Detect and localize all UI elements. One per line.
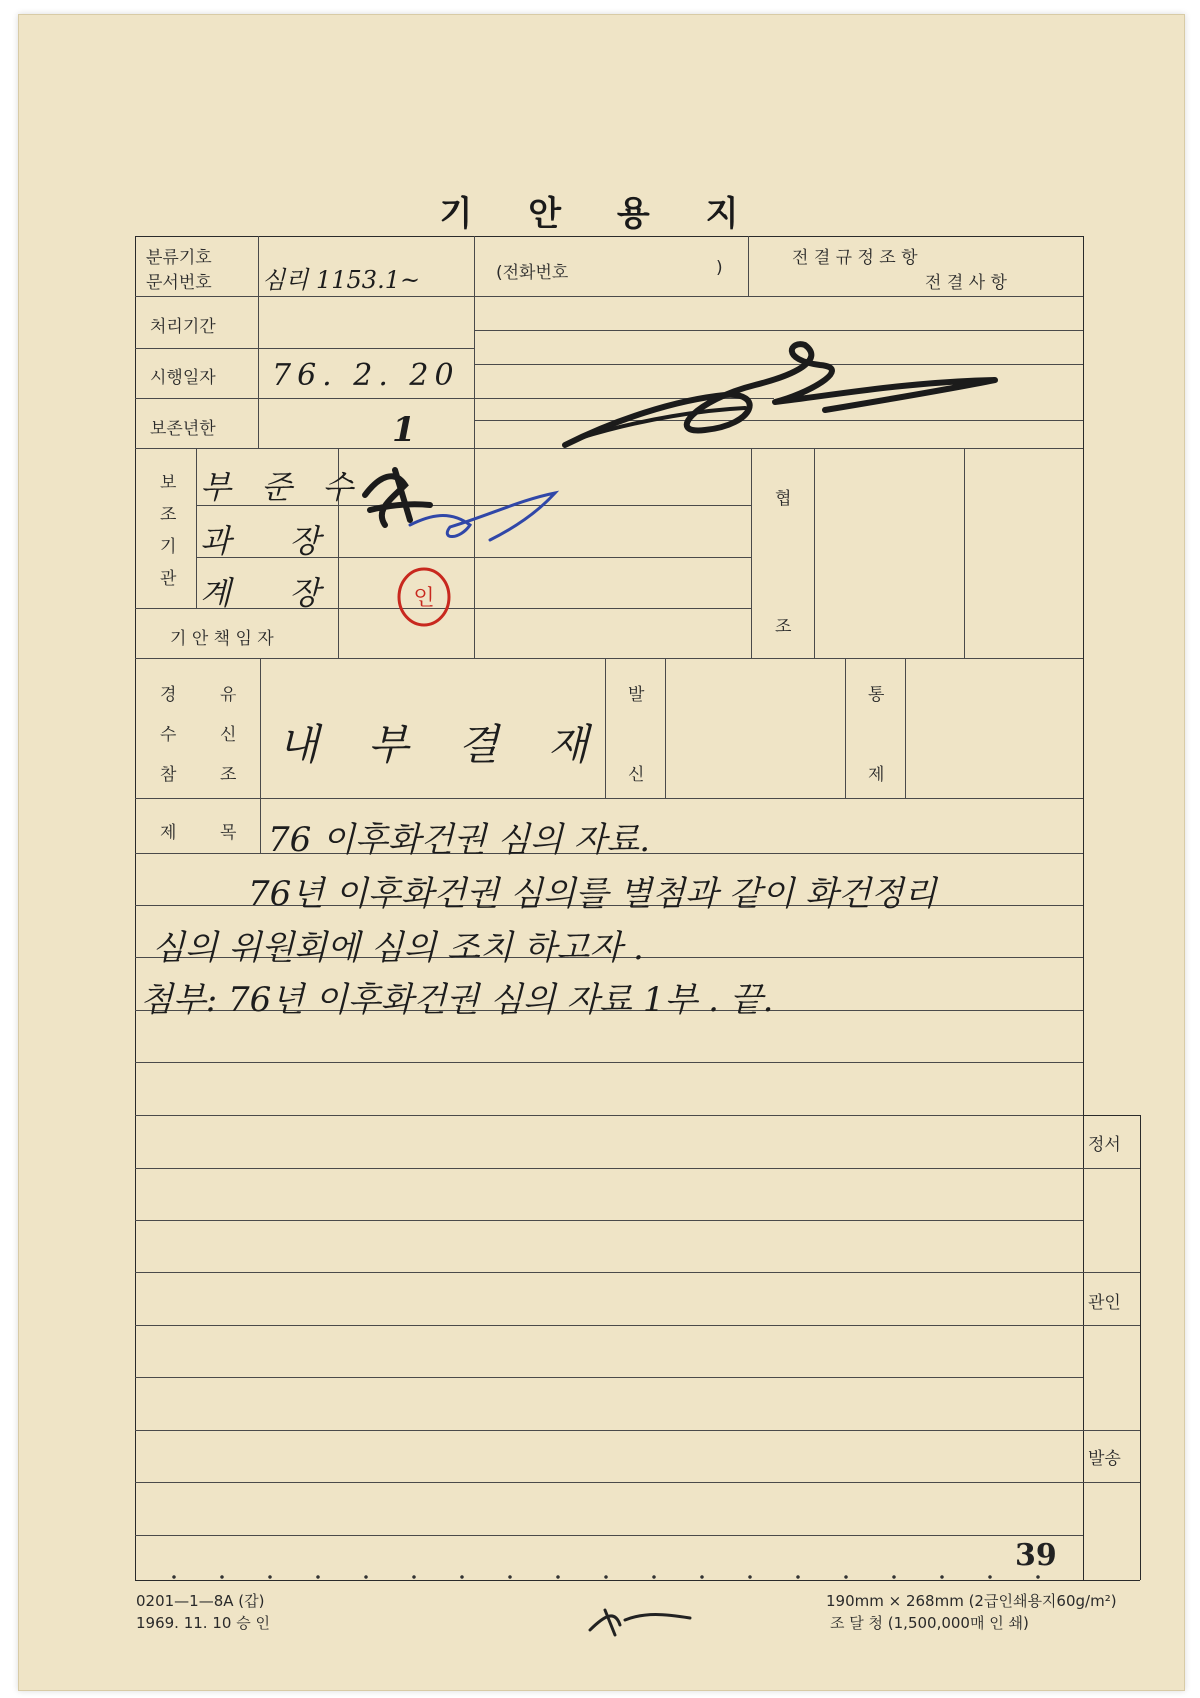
footer-form-code: 0201—1—8A (갑): [136, 1592, 265, 1610]
hand-signer-3: 계 장: [200, 574, 344, 612]
label-coop-2: 조: [775, 617, 792, 637]
hand-body-3: 첨부: 76년 이후화건권 심의 자료 1부 . 끝.: [140, 980, 774, 1020]
hand-doc-no: 심리 1153.1~: [262, 266, 421, 294]
hand-signer-2: 과 장: [200, 522, 344, 560]
footer-approval: 1969. 11. 10 승 인: [136, 1614, 270, 1632]
divider: [905, 658, 906, 798]
label-sender-2: 신: [628, 765, 645, 785]
rule-line: [135, 1482, 1083, 1483]
divider: [1083, 1168, 1140, 1169]
label-fair-copy: 정서: [1088, 1135, 1121, 1155]
divider: [1083, 1430, 1140, 1431]
divider: [135, 658, 1083, 659]
divider: [748, 236, 749, 296]
label-period: 처리기간: [150, 317, 216, 337]
label-aux-4: 관: [160, 569, 177, 589]
divider: [474, 236, 475, 296]
stamp-text: 인: [413, 586, 435, 611]
hand-recipient: 내 부 결 재: [278, 720, 607, 769]
label-rule-top: 전 결 규 정 조 항: [792, 248, 918, 268]
frame-left: [135, 236, 136, 1581]
rule-line: [135, 1535, 1083, 1536]
rule-line: [135, 1430, 1083, 1431]
divider: [665, 658, 666, 798]
label-control-2: 제: [868, 765, 885, 785]
rule-line: [135, 1272, 1083, 1273]
divider: [1083, 1272, 1140, 1273]
signature-scrawl: [555, 340, 1005, 465]
form-title: 기 안 용 지: [439, 194, 761, 234]
rule-line: [135, 1062, 1083, 1063]
page-number: 39: [1015, 1538, 1057, 1573]
label-via-2: 유: [220, 685, 237, 705]
red-seal-stamp: [394, 565, 454, 629]
label-seal-check: 관인: [1088, 1293, 1121, 1313]
label-aux-3: 기: [160, 537, 177, 557]
label-retention: 보존년한: [150, 419, 216, 439]
hand-body-1: 76년 이후화건권 심의를 별첨과 같이 화건정리: [248, 874, 937, 914]
rule-line: [135, 1220, 1083, 1221]
label-subject-1: 제: [160, 823, 177, 843]
label-coop-1: 협: [775, 489, 792, 509]
hand-body-2: 심의 위원회에 심의 조치 하고자 .: [152, 928, 644, 968]
bottom-scribble: [585, 1600, 695, 1640]
divider: [845, 658, 846, 798]
bottom-dots: [150, 1574, 1070, 1580]
hand-exec-date: 76. 2. 20: [272, 358, 460, 393]
label-rule-bottom: 전 결 사 항: [925, 273, 1007, 293]
rule-line: [135, 1325, 1083, 1326]
divider: [1083, 1482, 1140, 1483]
label-reference-2: 조: [220, 765, 237, 785]
divider: [135, 398, 474, 399]
divider: [814, 448, 815, 658]
label-class-no: 분류기호: [146, 248, 212, 268]
label-dispatch: 발송: [1088, 1449, 1121, 1469]
divider: [474, 330, 1083, 331]
side-box-top: [1083, 1115, 1140, 1116]
label-recipient-2: 신: [220, 725, 237, 745]
divider: [258, 236, 259, 296]
label-phone-close: ): [716, 258, 723, 278]
initials-scrawl: [350, 455, 570, 575]
label-sender-1: 발: [628, 685, 645, 705]
rule-line: [135, 1115, 1083, 1116]
label-recipient-1: 수: [160, 725, 177, 745]
divider: [1083, 1580, 1140, 1581]
divider: [1083, 1325, 1140, 1326]
frame-bottom: [135, 1580, 1083, 1581]
label-aux-2: 조: [160, 505, 177, 525]
hand-subject: 76 이후화건권 심의 자료.: [268, 820, 651, 860]
label-reference-1: 참: [160, 765, 177, 785]
divider: [260, 798, 261, 853]
rule-line: [135, 1377, 1083, 1378]
divider: [135, 348, 474, 349]
footer-paper-size: 190mm × 268mm (2급인쇄용지60g/m²): [826, 1592, 1117, 1610]
hand-retention: 1: [392, 410, 416, 450]
label-subject-2: 목: [220, 823, 237, 843]
label-doc-no: 문서번호: [146, 273, 212, 293]
hand-signer-1: 부 준 수: [200, 468, 364, 506]
divider: [751, 448, 752, 658]
label-via-1: 경: [160, 685, 177, 705]
side-box-right: [1140, 1115, 1141, 1580]
label-phone: (전화번호: [496, 263, 569, 283]
label-aux-1: 보: [160, 473, 177, 493]
label-exec-date: 시행일자: [150, 368, 216, 388]
divider: [964, 448, 965, 658]
divider: [260, 658, 261, 798]
divider: [135, 296, 1083, 297]
footer-publisher: 조 달 청 (1,500,000매 인 쇄): [830, 1614, 1029, 1632]
frame-right: [1083, 236, 1084, 1581]
divider: [258, 296, 259, 448]
label-control-1: 통: [868, 685, 885, 705]
rule-line: [135, 1168, 1083, 1169]
frame-top: [135, 236, 1083, 237]
label-drafter: 기 안 책 임 자: [170, 629, 274, 649]
divider: [196, 448, 197, 608]
divider: [135, 798, 1083, 799]
